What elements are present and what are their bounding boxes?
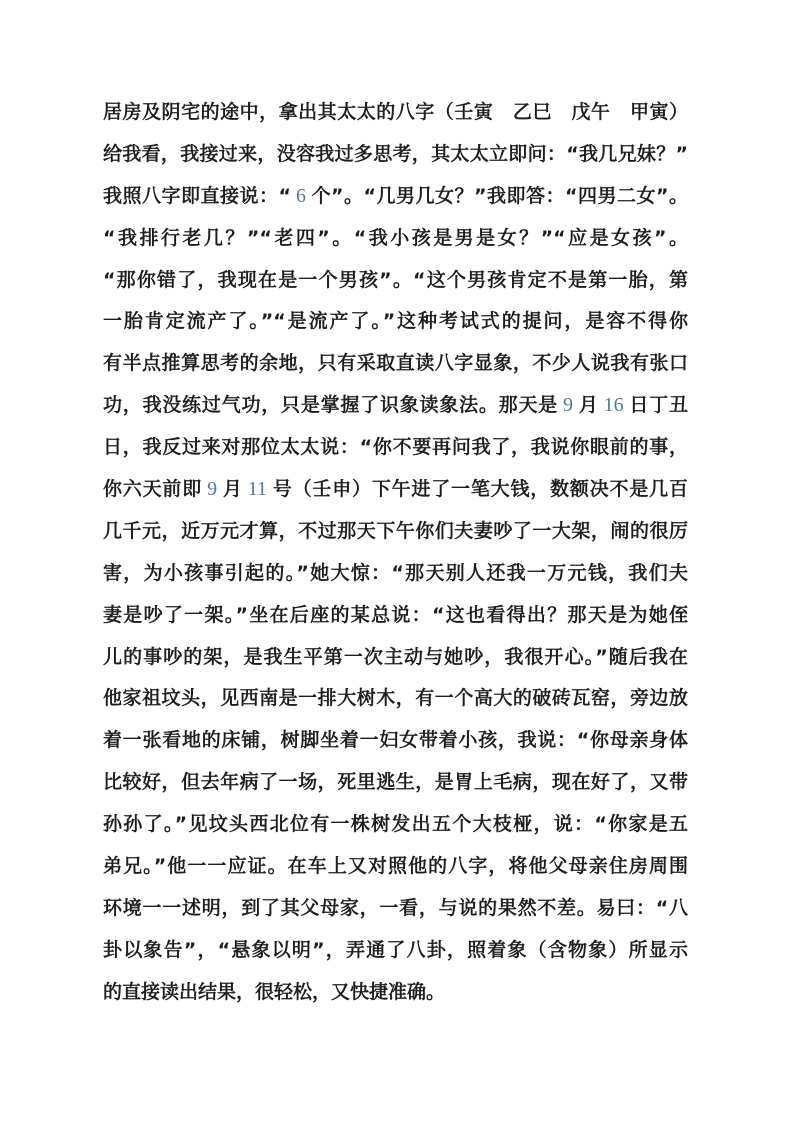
text-line — [103, 720, 688, 762]
number-run: 16 — [603, 394, 624, 417]
number-run: 9 — [563, 394, 574, 417]
text-line — [103, 92, 688, 134]
text-run: “那你错了，我现在是一个男孩”。“这个男孩肯定不是第一胎，第 — [103, 268, 688, 291]
text-run: 个”。“几男几女？”我即答：“四男二女”。 — [311, 184, 688, 207]
text-line — [103, 972, 688, 1014]
text-run: 弟兄。”他一一应证。在车上又对照他的八字，将他父母亲住房周围 — [103, 855, 688, 878]
text-line — [103, 762, 688, 804]
text-line — [103, 846, 688, 888]
text-run: 儿的事吵的架，是我生平第一次主动与她吵，我很开心。”随后我在 — [103, 645, 688, 668]
text-run: 日，我反过来对那位太太说：“你不要再问我了，我说你眼前的事， — [103, 436, 688, 459]
text-run: 我照八字即直接说：“ — [103, 184, 292, 207]
text-run: 给我看，我接过来，没容我过多思考，其太太立即问：“我几兄妹？” — [103, 142, 688, 165]
text-line — [103, 678, 688, 720]
text-line — [103, 804, 688, 846]
text-line — [103, 553, 688, 595]
text-run: 月 — [578, 394, 599, 417]
text-line — [103, 134, 688, 176]
number-run: 9 — [207, 478, 218, 501]
text-line — [103, 218, 688, 260]
text-run: 孙孙了。”见坟头西北位有一株树发出五个大枝桠，说：“你家是五 — [103, 813, 688, 836]
number-run: 6 — [296, 184, 307, 207]
text-line — [103, 595, 688, 637]
text-run: 害，为小孩事引起的。”她大惊：“那天别人还我一万元钱，我们夫 — [103, 561, 688, 584]
text-line — [103, 427, 688, 469]
text-run: 月 — [222, 478, 243, 501]
text-line — [103, 343, 688, 385]
text-run: 卦以象告”，“悬象以明”，弄通了八卦，照着象（含物象）所显示 — [103, 938, 688, 961]
text-run: 的直接读出结果，很轻松，又快捷准确。 — [103, 980, 446, 1003]
text-line — [103, 385, 688, 427]
text-run: 号（壬申）下午进了一笔大钱，数额决不是几百 — [271, 478, 688, 501]
text-line — [103, 176, 688, 218]
text-line — [103, 511, 688, 553]
text-run: 着一张看地的床铺，树脚坐着一妇女带着小孩，我说：“你母亲身体 — [103, 729, 688, 752]
text-run: 有半点推算思考的余地，只有采取直读八字显象，不少人说我有张口 — [103, 352, 688, 375]
text-run: 日丁丑 — [628, 394, 688, 417]
text-run: “我排行老几？”“老四”。“我小孩是男是女？”“应是女孩”。 — [103, 226, 688, 249]
text-line — [103, 637, 688, 679]
text-line — [103, 930, 688, 972]
text-line — [103, 888, 688, 930]
text-line — [103, 301, 688, 343]
body-text — [103, 92, 688, 1014]
text-line — [103, 260, 688, 302]
text-run: 比较好，但去年病了一场，死里逃生，是胃上毛病，现在好了，又带 — [103, 771, 688, 794]
text-line — [103, 469, 688, 511]
text-run: 他家祖坟头，见西南是一排大树木，有一个高大的破砖瓦窑，旁边放 — [103, 687, 688, 710]
text-run: 妻是吵了一架。”坐在后座的某总说：“这也看得出？那天是为她侄 — [103, 603, 688, 626]
text-run: 几千元，近万元才算，不过那天下午你们夫妻吵了一大架，闹的很厉 — [103, 519, 688, 542]
number-run: 11 — [247, 478, 267, 501]
text-run: 居房及阴宅的途中，拿出其太太的八字（壬寅 乙巳 戊午 甲寅） — [103, 101, 688, 123]
text-run: 功，我没练过气功，只是掌握了识象读象法。那天是 — [103, 394, 559, 417]
text-run: 一胎肯定流产了。”“是流产了。”这种考试式的提问，是容不得你 — [103, 310, 688, 333]
text-run: 你六天前即 — [103, 478, 203, 501]
text-run: 环境一一述明，到了其父母家，一看，与说的果然不差。易曰：“八 — [103, 896, 688, 919]
